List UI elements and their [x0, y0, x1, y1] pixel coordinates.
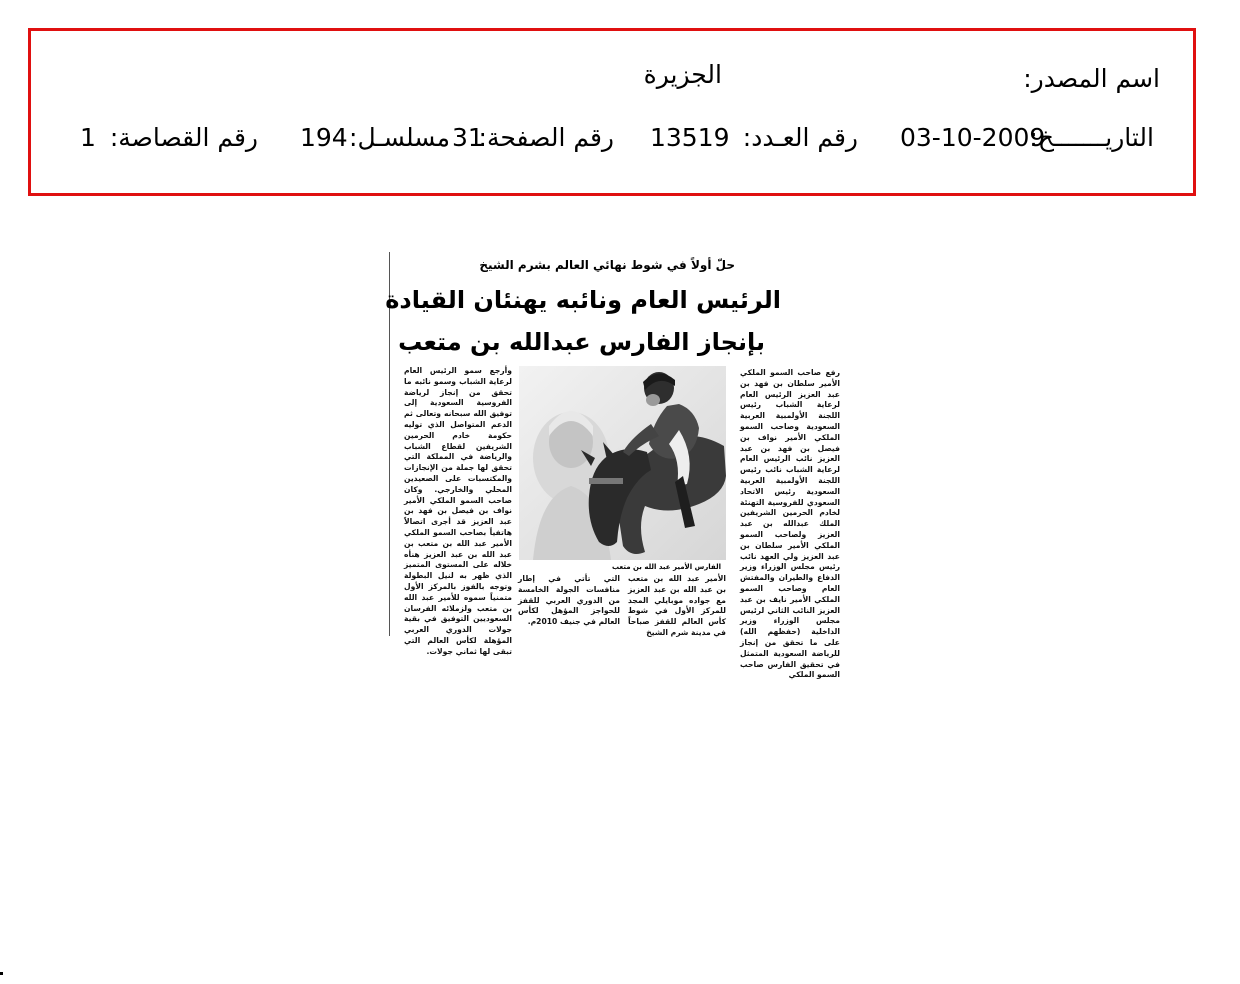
horse-rider-photo-icon	[519, 366, 726, 560]
issue-value: 13519	[650, 123, 730, 152]
serial-value: 194	[300, 123, 348, 152]
source-value: الجزيرة	[643, 60, 722, 89]
article-photo	[519, 366, 726, 560]
photo-caption: الفارس الأمير عبد الله بن متعب	[611, 563, 721, 571]
article-column-right: رفع صاحب السمو الملكي الأمير سلطان بن فهد بن عبد العزيز الرئيس العام لرعاية الشباب رئيس اللجنة الأولمبية العربية السعودية وصاحب السمو الملكي الأمير نواف بن فيصل بن فهد بن عبد العزيز نائب الرئيس العام لرعاية الشباب نائب رئيس اللجنة الأولمبية العربية السعودية رئيس الاتحاد السعودي للفروسية التهنئة لخادم الحرمين الشريفين الملك عبدالله بن عبد العزيز ولصاحب السمو الملكي الأمير سلطان بن عبد العزيز ولي العهد نائب رئيس مجلس الوزراء وزير الدفاع والطيران والمفتش العام وصاحب السمو الملكي الأمير نايف بن عبد العزيز النائب الثاني لرئيس مجلس الوزراء وزير الداخلية (حفظهم الله) على ما تحقق من إنجاز للرياضة السعودية المتمثل في تحقيق الفارس صاحب السمو الملكي	[740, 368, 840, 680]
article-column-mid-left: التي تأتي في إطار منافسات الجولة الخامسة من الدوري العربي للقفز للحواجز المؤهل لكأس العالم في جنيف 2010م.	[518, 574, 620, 627]
article-kicker: حلّ أولاً في شوط نهائي العالم بشرم الشيخ	[479, 258, 735, 272]
serial-label: مسلسـل:	[349, 123, 450, 152]
newspaper-clipping	[385, 252, 845, 680]
clip-number-label: رقم القصاصة:	[109, 123, 258, 152]
date-value: 03-10-2009	[900, 123, 1046, 152]
article-column-mid-right: الأمير عبد الله بن متعب بن عبد الله بن عبد العزيز مع جواده موبايلي المجد للمركز الأول في شوط كأس العالم للقفز صباحاً في مدينة شرم الشيخ	[628, 574, 726, 637]
issue-label: رقم العـدد:	[742, 123, 858, 152]
scan-speck	[0, 972, 3, 975]
date-label: التاريـــــــخ:	[1029, 123, 1154, 152]
source-label: اسم المصدر:	[1023, 64, 1160, 93]
article-headline-line1: الرئيس العام ونائبه يهنئان القيادة	[385, 286, 781, 314]
page-label: رقم الصفحة:	[478, 123, 614, 152]
metadata-header-box	[28, 28, 1196, 196]
clip-number-value: 1	[80, 123, 96, 152]
article-column-left: وأرجع سمو الرئيس العام لرعاية الشباب وسمو نائبه ما تحقق من إنجاز لرياضة الفروسية السعودية إلى توفيق الله سبحانه وتعالى ثم الدعم المتواصل الذي توليه حكومة خادم الحرمين الشريفين لقطاع الشباب والرياضة في المملكة التي تحقق لها جملة من الإنجازات والمكتسبات على الصعيدين المحلي والخارجي. وكان صاحب السمو الملكي الأمير نواف بن فيصل بن فهد بن عبد العزيز قد أجرى اتصالاً هاتفياً بصاحب السمو الملكي الأمير عبد الله بن متعب بن عبد الله بن عبد العزيز هنأه خلاله على المستوى المتميز الذي ظهر به لنيل البطولة وتوجه بالفوز بالمركز الأول متمنياً سموه للأمير عبد الله بن متعب ولزملائه الفرسان السعوديين التوفيق في بقية جولات الدوري العربي المؤهلة لكأس العالم التي تبقى لها ثماني جولات.	[404, 366, 512, 656]
article-headline-line2: بإنجاز الفارس عبدالله بن متعب	[398, 328, 765, 356]
page-value: 31	[452, 123, 484, 152]
